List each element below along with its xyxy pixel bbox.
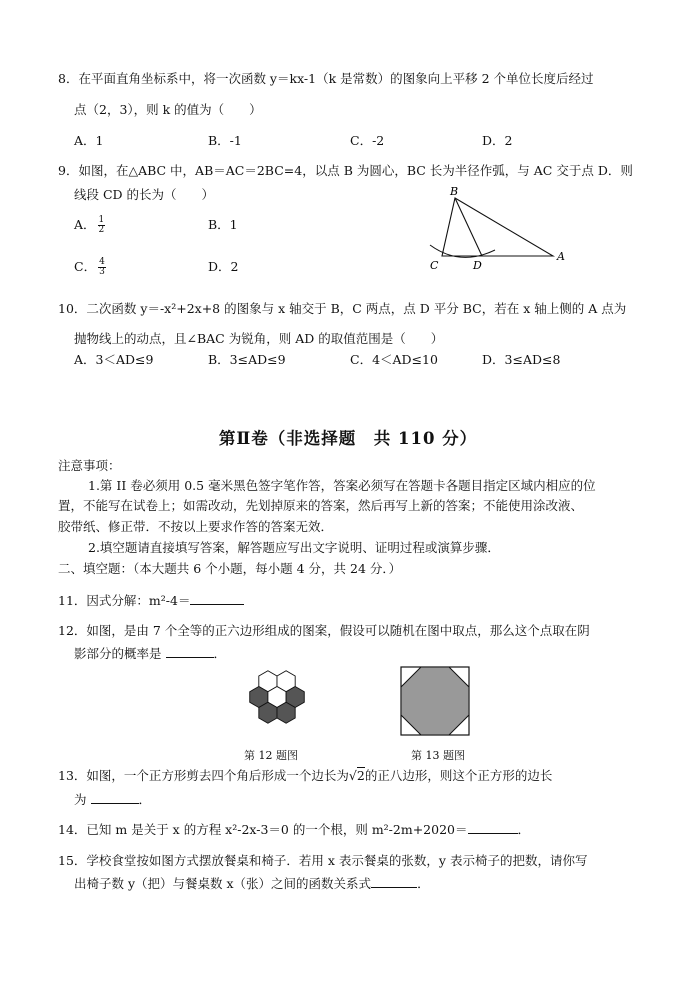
notes-item2: 2.填空题请直接填写答案，解答题应写出文字说明、证明过程或演算步骤．: [88, 540, 500, 555]
q11-line: [58, 592, 244, 609]
fraction-four-thirds: [98, 258, 106, 277]
q11-text: 11．因式分解：m²-4＝: [58, 593, 191, 608]
label-d: D: [473, 259, 482, 272]
square-octagon-figure: [400, 666, 470, 736]
q11-answer-blank: [190, 592, 244, 605]
q8-line2: 点（2，3），则 k 的值为（ ）: [74, 102, 262, 117]
q10-line1: 10．二次函数 y＝-x²+2x+8 的图象与 x 轴交于 B，C 两点，点 D 平分 BC，若在 x 轴上侧的 A 点为: [58, 301, 627, 316]
q15-line1: 15．学校食堂按如图方式摆放餐桌和椅子．若用 x 表示餐桌的张数，y 表示椅子的把数，请你写: [58, 853, 588, 868]
q9-option-a: [74, 215, 107, 235]
q10-line2: 抛物线上的动点，且∠BAC 为锐角，则 AD 的取值范围是（ ）: [74, 331, 444, 346]
q9-option-c: [74, 257, 108, 277]
q9-option-b: B．1: [208, 217, 238, 232]
q13-text-post: 的正八边形，则这个正方形的边长: [364, 768, 553, 783]
q12-answer-blank: [166, 645, 214, 658]
fraction-numerator: 1: [98, 215, 105, 225]
q9-option-a-prefix: A．: [74, 217, 96, 232]
part2-heading: 二、填空题：（本大题共 6 个小题，每小题 4 分，共 24 分．）: [58, 561, 402, 576]
q8-option-c: C．-2: [350, 133, 385, 148]
sqrt-symbol: √: [348, 768, 357, 783]
q9-option-c-prefix: C．: [74, 259, 97, 274]
label-b: B: [450, 185, 459, 198]
q9-line1: 9．如图，在△ABC 中，AB＝AC＝2BC=4，以点 B 为圆心，BC 长为半径作弧，与 AC 交于点 D．则: [58, 163, 633, 178]
triangle-abc-figure: [420, 185, 580, 275]
q9-option-d: D．2: [208, 259, 239, 274]
label-c: C: [430, 259, 439, 272]
fraction-denominator: 2: [98, 225, 105, 235]
q14-line: 14．已知 m 是关于 x 的方程 x²-2x-3＝0 的一个根，则 m²-2m+2020＝ ．: [58, 822, 531, 837]
q8-option-a: A．1: [74, 133, 104, 148]
q13-answer-blank: [91, 791, 139, 804]
q8-line1: 8．在平面直角坐标系中，将一次函数 y＝kx-1（k 是常数）的图象向上平移 2 个单位长度后经过: [58, 71, 594, 86]
figure-13-caption: 第 13 题图: [411, 749, 465, 762]
q9-line2: 线段 CD 的长为（ ）: [74, 187, 215, 202]
q14-answer-blank: [468, 821, 518, 834]
fraction-denominator: 3: [99, 267, 105, 277]
notes-item1-line1: 1.第 II 卷必须用 0.5 毫米黑色签字笔作答，答案必须写在答题卡各题目指定区域内相应的位: [88, 478, 596, 493]
section-title: 第Ⅱ卷（非选择题 共 110 分）: [218, 429, 478, 448]
q15-line2: 出椅子数 y（把）与餐桌数 x（张）之间的函数关系式 ．: [74, 876, 430, 891]
hexagon-pattern-figure: [240, 666, 314, 728]
q14-text: 14．已知 m 是关于 x 的方程 x²-2x-3＝0 的一个根，则 m²-2m+2020＝: [58, 822, 468, 837]
notes-item1-line3: 胶带纸、修正带．不按以上要求作答的答案无效．: [58, 519, 334, 534]
q12-line1: 12．如图，是由 7 个全等的正六边形组成的图案，假设可以随机在图中取点，那么这个点取在阴: [58, 623, 590, 638]
q13-text-pre: 13．如图，一个正方形剪去四个角后形成一个边长为: [58, 768, 349, 783]
q8-option-d: D．2: [482, 133, 513, 148]
fraction-one-half: [98, 216, 106, 235]
q10-option-d: D．3≤AD≤8: [482, 352, 561, 367]
q13-line1: [58, 768, 552, 784]
q15-answer-blank: [371, 875, 417, 888]
q10-option-a: A．3＜AD≤9: [74, 352, 154, 367]
label-a: A: [557, 250, 565, 263]
fraction-numerator: 4: [99, 257, 105, 267]
notes-item1-line2: 置，不能写在试卷上；如需改动，先划掉原来的答案，然后再写上新的答案；不能使用涂改液、: [58, 498, 584, 513]
q10-option-b: B．3≤AD≤9: [208, 352, 286, 367]
q15-line2-text: 出椅子数 y（把）与餐桌数 x（张）之间的函数关系式: [74, 876, 372, 891]
figure-12-caption: 第 12 题图: [244, 749, 298, 762]
q12-line2: 影部分的概率是 ．: [74, 646, 227, 661]
q13-line2: 为 ．: [74, 792, 152, 807]
q10-option-c: C．4＜AD≤10: [350, 352, 438, 367]
q8-option-b: B．-1: [208, 133, 242, 148]
notes-heading: 注意事项：: [58, 458, 121, 473]
q12-line2-text: 影部分的概率是: [74, 646, 162, 661]
sqrt-radicand: 2: [356, 768, 365, 783]
q13-line2-text: 为: [74, 792, 87, 807]
